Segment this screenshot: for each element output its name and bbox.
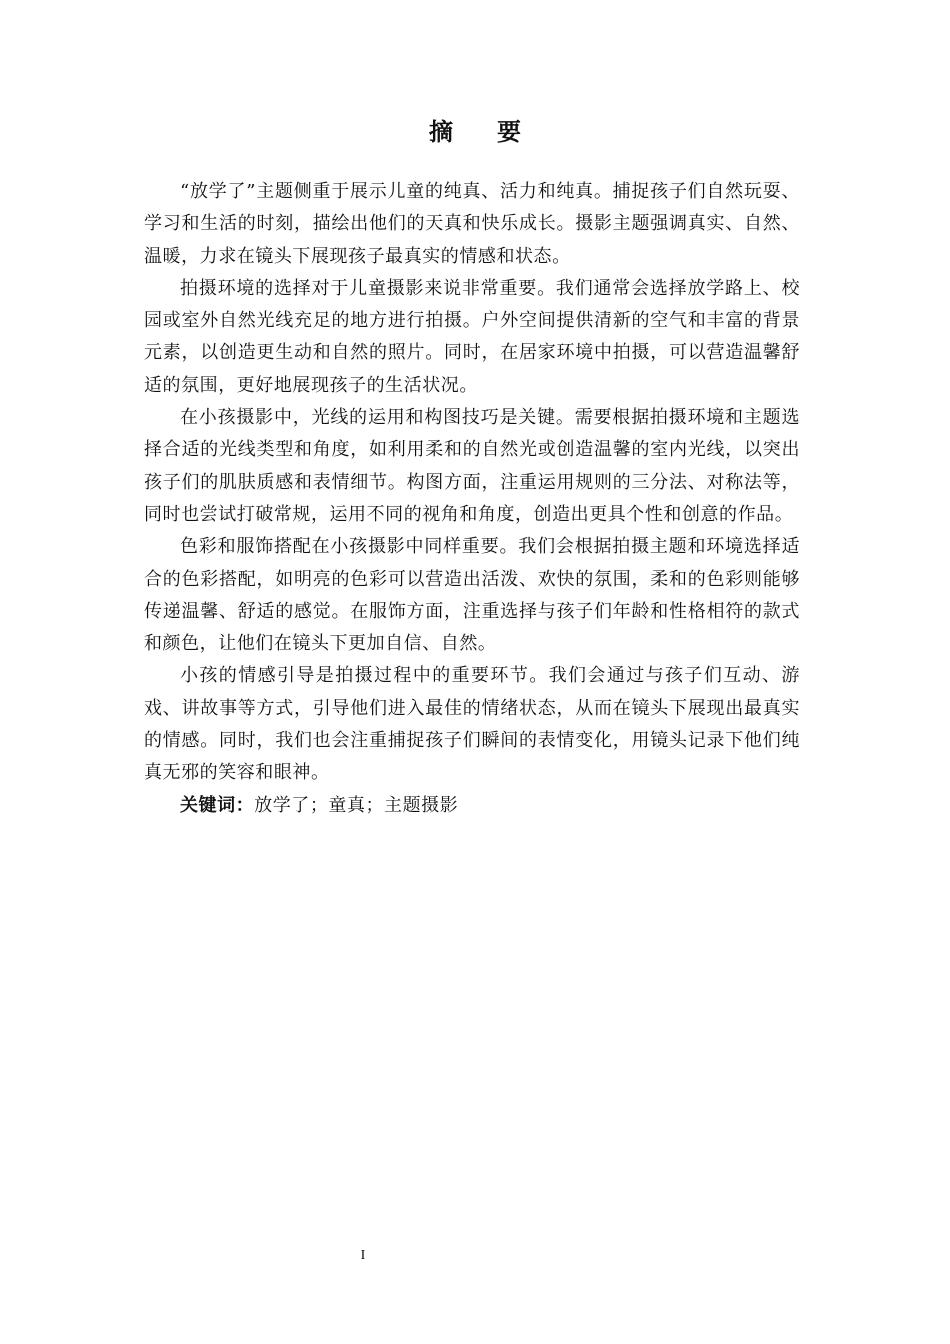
abstract-paragraph-5: 小孩的情感引导是拍摄过程中的重要环节。我们会通过与孩子们互动、游戏、讲故事等方式，引导他们进入最佳的情绪状态，从而在镜头下展现出最真实的情感。同时，我们也会注重捕捉孩子们瞬间的表情变化，用镜头记录下他们纯真无邪的笑容和眼神。 — [144, 665, 800, 784]
keywords-label: 关键词： — [180, 794, 255, 816]
abstract-body — [144, 176, 800, 822]
keywords-line — [144, 790, 800, 822]
keywords-value: 放学了；童真；主题摄影 — [254, 794, 459, 816]
abstract-title: 摘要 — [429, 118, 565, 146]
page-number: I — [360, 1248, 366, 1263]
abstract-paragraph-1: “放学了”主题侧重于展示儿童的纯真、活力和纯真。捕捉孩子们自然玩耍、学习和生活的时刻，描绘出他们的天真和快乐成长。摄影主题强调真实、自然、温暖，力求在镜头下展现孩子最真实的情感和状态。 — [144, 181, 800, 267]
abstract-paragraph-4: 色彩和服饰搭配在小孩摄影中同样重要。我们会根据拍摄主题和环境选择适合的色彩搭配，如明亮的色彩可以营造出活泼、欢快的氛围，柔和的色彩则能够传递温馨、舒适的感觉。在服饰方面，注重选择与孩子们年龄和性格相符的款式和颜色，让他们在镜头下更加自信、自然。 — [144, 536, 800, 655]
abstract-paragraph-2: 拍摄环境的选择对于儿童摄影来说非常重要。我们通常会选择放学路上、校园或室外自然光线充足的地方进行拍摄。户外空间提供清新的空气和丰富的背景元素，以创造更生动和自然的照片。同时，在居家环境中拍摄，可以营造温馨舒适的氛围，更好地展现孩子的生活状况。 — [144, 277, 800, 396]
abstract-paragraph-3: 在小孩摄影中，光线的运用和构图技巧是关键。需要根据拍摄环境和主题选择合适的光线类型和角度，如利用柔和的自然光或创造温馨的室内光线，以突出孩子们的肌肤质感和表情细节。构图方面，注重运用规则的三分法、对称法等，同时也尝试打破常规，运用不同的视角和角度，创造出更具个性和创意的作品。 — [144, 407, 800, 525]
